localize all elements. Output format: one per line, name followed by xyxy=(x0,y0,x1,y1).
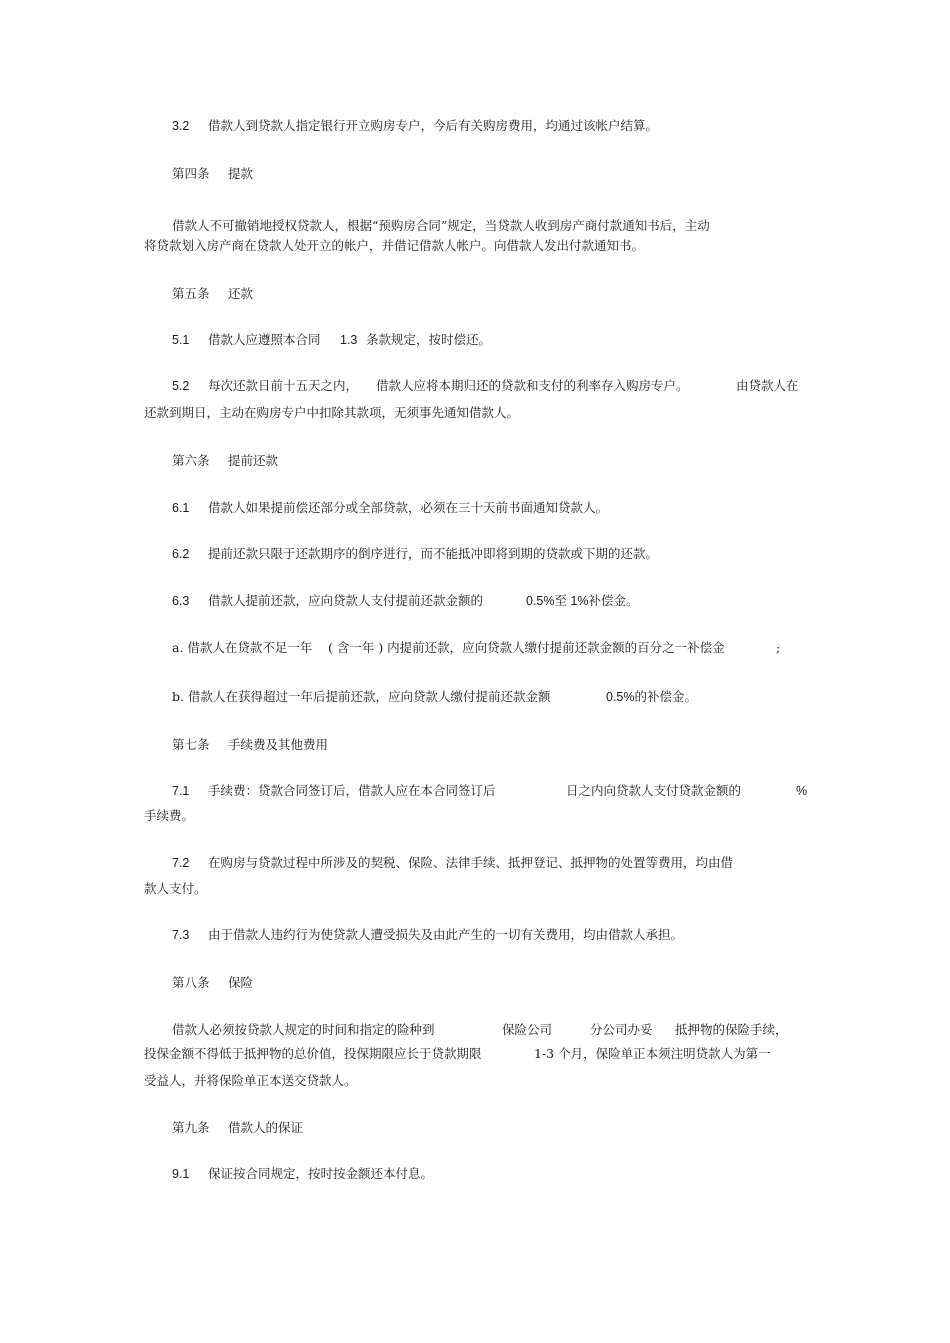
article-title: 保险 xyxy=(228,975,254,990)
clause-number: 6.2 xyxy=(172,547,190,561)
clause-text: 由贷款人在 xyxy=(736,378,799,393)
clause-number: 5.2 xyxy=(172,379,190,393)
paragraph-line: 将贷款划入房产商在贷款人处开立的帐户，并借记借款人帐户。向借款人发出付款通知书。 xyxy=(144,238,645,253)
clause-number: 7.1 xyxy=(172,784,190,798)
article-title: 还款 xyxy=(228,286,254,301)
article-label: 第九条 xyxy=(172,1120,210,1135)
clause-text: 款人支付。 xyxy=(144,881,207,896)
article-label: 第六条 xyxy=(172,453,210,468)
clause-number: 3.2 xyxy=(172,119,190,133)
clause-text: 借款人到贷款人指定银行开立购房专户，今后有关购房费用，均通过该帐户结算。 xyxy=(208,118,659,133)
clause-text: % xyxy=(796,784,808,798)
article-label: 第八条 xyxy=(172,975,210,990)
sub-clause-text: ; xyxy=(776,640,781,655)
article-title: 手续费及其他费用 xyxy=(228,737,329,752)
paragraph-line: 借款人不可撤销地授权贷款人，根据“预购房合同”规定，当贷款人收到房产商付款通知书后，主动 xyxy=(172,218,710,233)
clause-text: 手续费。 xyxy=(144,808,195,823)
clause-text: 0.5%至 1%补偿金。 xyxy=(526,594,639,608)
article-title: 提款 xyxy=(228,166,254,181)
clause-text: 日之内向贷款人支付贷款金额的 xyxy=(566,783,742,798)
clause-number: 5.1 xyxy=(172,333,190,347)
clause-number: 6.1 xyxy=(172,501,190,515)
paragraph-line: 保险公司 xyxy=(502,1022,553,1037)
clause-number: 6.3 xyxy=(172,594,190,608)
article-label: 第七条 xyxy=(172,737,210,752)
clause-text: 提前还款只限于还款期序的倒序进行，而不能抵冲即将到期的贷款或下期的还款。 xyxy=(208,546,659,561)
paragraph-line: 借款人必须按贷款人规定的时间和指定的险种到 xyxy=(172,1022,435,1037)
clause-number: 7.3 xyxy=(172,928,190,942)
clause-text: 每次还款日前十五天之内， xyxy=(208,378,359,393)
clause-text: 还款到期日，主动在购房专户中扣除其款项，无须事先通知借款人。 xyxy=(144,405,520,420)
paragraph-line: 受益人，并将保险单正本送交贷款人。 xyxy=(144,1073,357,1088)
clause-text: 借款人应遵照本合同 xyxy=(208,332,321,347)
paragraph-line: 抵押物的保险手续， xyxy=(675,1022,788,1037)
article-title: 借款人的保证 xyxy=(228,1120,304,1135)
clause-text: 借款人如果提前偿还部分或全部贷款，必须在三十天前书面通知贷款人。 xyxy=(208,500,609,515)
clause-text: 在购房与贷款过程中所涉及的契税、保险、法律手续、抵押登记、抵押物的处置等费用，均由借 xyxy=(208,855,734,870)
paragraph-line: 投保金额不得低于抵押物的总价值，投保期限应长于贷款期限 xyxy=(144,1046,482,1061)
clause-text: 借款人应将本期归还的贷款和支付的利率存入购房专户。 xyxy=(376,378,689,393)
article-label: 第四条 xyxy=(172,166,210,181)
article-title: 提前还款 xyxy=(228,453,279,468)
sub-clause-text: b. 借款人在获得超过一年后提前还款，应向贷款人缴付提前还款金额 xyxy=(172,689,551,704)
sub-clause-text: a. 借款人在贷款不足一年 xyxy=(172,640,313,655)
clause-text: 条款规定，按时偿还。 xyxy=(366,332,492,347)
paragraph-line: 分公司办妥 xyxy=(590,1022,653,1037)
clause-text: 保证按合同规定，按时按金额还本付息。 xyxy=(208,1166,434,1181)
sub-clause-text: ( 含一年 ) 内提前还款，应向贷款人缴付提前还款金额的百分之一补偿金 xyxy=(328,640,725,655)
clause-number: 7.2 xyxy=(172,856,190,870)
paragraph-line: 1-3 个月，保险单正本须注明贷款人为第一 xyxy=(534,1046,771,1061)
clause-text: 借款人提前还款，应向贷款人支付提前还款金额的 xyxy=(208,593,484,608)
clause-reference: 1.3 xyxy=(340,333,358,347)
clause-number: 9.1 xyxy=(172,1167,190,1181)
sub-clause-text: 0.5%的补偿金。 xyxy=(606,690,697,704)
clause-text: 由于借款人违约行为使贷款人遭受损失及由此产生的一切有关费用，均由借款人承担。 xyxy=(208,927,684,942)
clause-text: 手续费：贷款合同签订后，借款人应在本合同签订后 xyxy=(208,783,496,798)
article-label: 第五条 xyxy=(172,286,210,301)
